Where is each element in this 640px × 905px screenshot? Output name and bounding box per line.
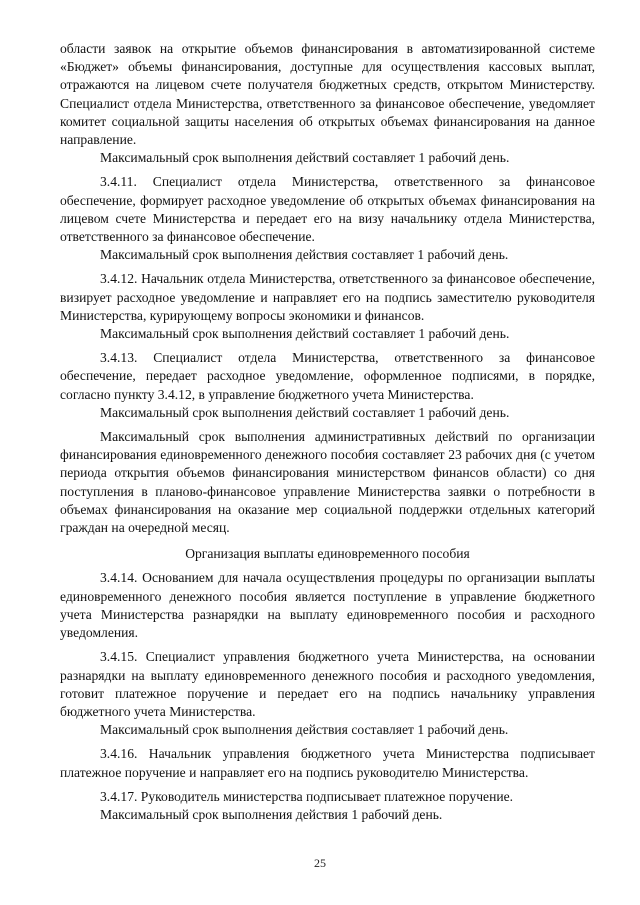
paragraph-3-4-17: 3.4.17. Руководитель министерства подписывает платежное поручение. xyxy=(100,788,514,804)
deadline-note: Максимальный срок выполнения действий составляет 1 рабочий день. xyxy=(100,404,510,420)
paragraph-financing-deadline: Максимальный срок выполнения административных действий по организации финансирования единовременного денежного пособия составляет 23 рабочих дня (с учетом периода открытия объемов финансирования министерством финансов области) со дня поступления в планово-финансовое управление Министерства заявки о потребности в объемах финансирования на оказание мер социальной поддержки отдельных категорий граждан на очередной месяц. xyxy=(60,429,595,536)
paragraph-3-4-13: 3.4.13. Специалист отдела Министерства, ответственного за финансовое обеспечение, передает расходное уведомление, оформленное подписями, в порядке, согласно пункту 3.4.12, в управление бюджетного учета Министерства. xyxy=(60,350,595,402)
paragraph-3-4-12: 3.4.12. Начальник отдела Министерства, ответственного за финансовое обеспечение, визирует расходное уведомление и направляет его на подпись заместителю руководителя Министерства, курирующему вопросы экономики и финансов. xyxy=(60,271,595,323)
deadline-note: Максимальный срок выполнения действия составляет 1 рабочий день. xyxy=(100,722,509,738)
page-number: 25 xyxy=(314,856,326,870)
deadline-note: Максимальный срок выполнения действия составляет 1 рабочий день. xyxy=(100,247,509,263)
deadline-note: Максимальный срок выполнения действий составляет 1 рабочий день. xyxy=(100,326,510,342)
paragraph-continuation: области заявок на открытие объемов финансирования в автоматизированной системе «Бюджет» объемы финансирования, доступные для осуществления кассовых выплат, отражаются на лицевом счете получателя бюджетных средств, открытом Министерству. Специалист отдела Министерства, ответственного за финансовое обеспечение, уведомляет комитет социальной защиты населения об открытых объемах финансирования на данное направление. xyxy=(60,41,595,148)
deadline-note: Максимальный срок выполнения действий составляет 1 рабочий день. xyxy=(100,150,510,166)
section-heading: Организация выплаты единовременного пособия xyxy=(185,546,470,562)
deadline-note: Максимальный срок выполнения действия 1 рабочий день. xyxy=(100,806,443,822)
paragraph-3-4-14: 3.4.14. Основанием для начала осуществления процедуры по организации выплаты единовременного денежного пособия является поступление в управление бюджетного учета Министерства разнарядки на выплату единовременного пособия и расходного уведомления. xyxy=(60,570,595,641)
paragraph-3-4-11: 3.4.11. Специалист отдела Министерства, ответственного за финансовое обеспечение, формирует расходное уведомление об открытых объемах финансирования на лицевом счете Министерства и передает его на визу начальнику отдела Министерства, ответственного за финансовое обеспечение. xyxy=(60,174,595,245)
document-page xyxy=(60,40,595,830)
paragraph-3-4-16: 3.4.16. Начальник управления бюджетного учета Министерства подписывает платежное поручение и направляет его на подпись руководителю Министерства. xyxy=(60,746,595,780)
paragraph-3-4-15: 3.4.15. Специалист управления бюджетного учета Министерства, на основании разнарядки на выплату единовременного денежного пособия и расходного уведомления, готовит платежное поручение и передает его на подпись начальнику управления бюджетного учета Министерства. xyxy=(60,649,595,719)
